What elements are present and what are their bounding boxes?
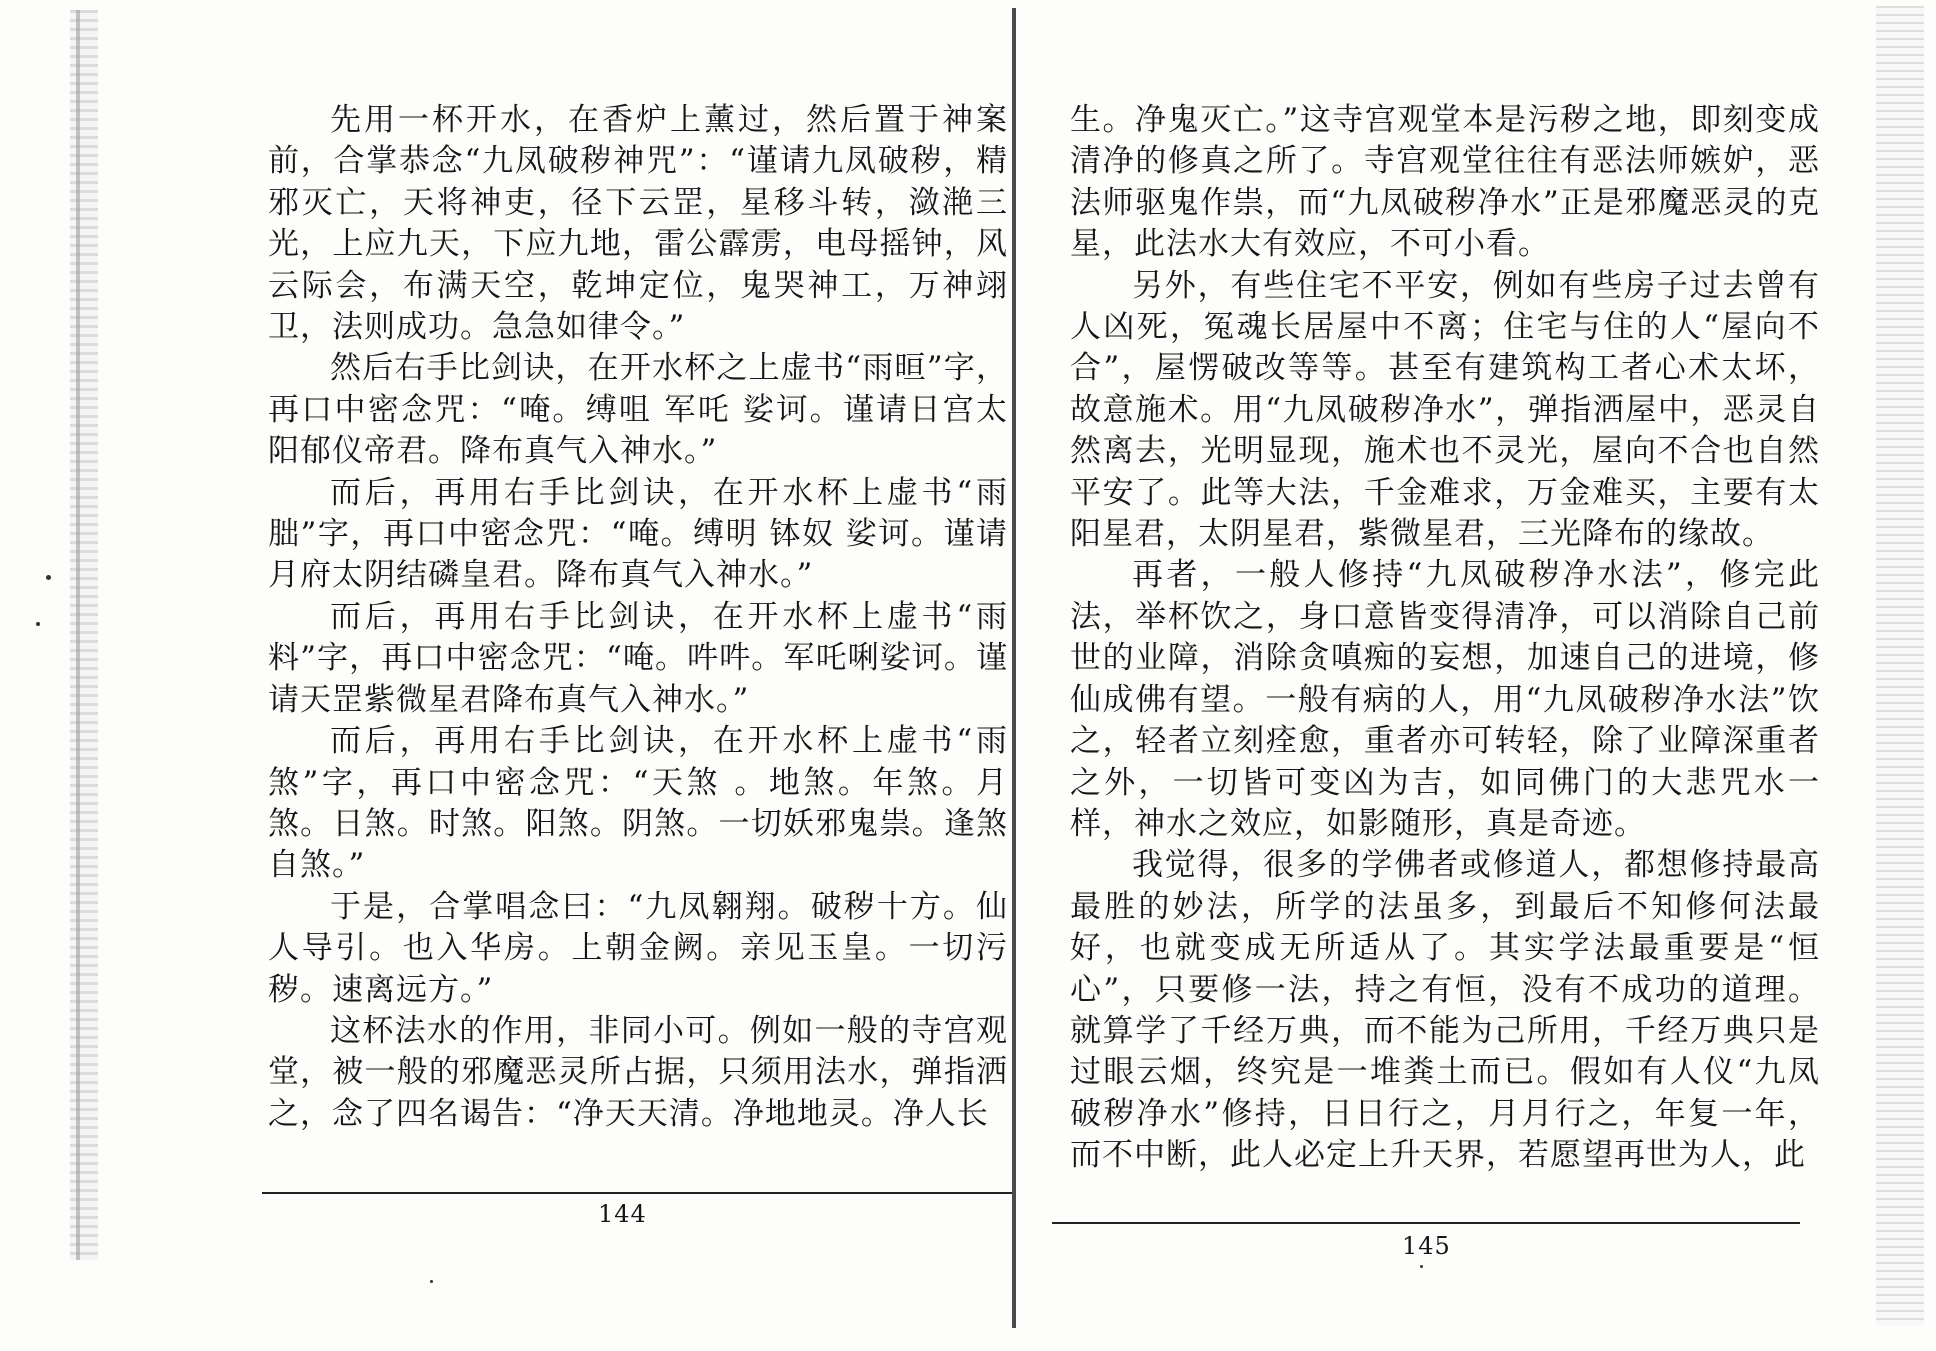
left-page-text — [268, 100, 1008, 1135]
left-page-edge-shadow — [70, 10, 98, 1260]
right-paragraph-2: 再者，一般人修持“九凤破秽净水法”，修完此法，举杯饮之，身口意皆变得清净，可以消除自己前世的业障，消除贪嗔痴的妄想，加速自己的进境，修仙成佛有望。一般有病的人，用“九凤破秽净水法”饮之，轻者立刻痊愈，重者亦可转轻，除了业障深重者之外，一切皆可变凶为吉，如同佛门的大悲咒水一样，神水之效应，如影随形，真是奇迹。 — [1070, 557, 1820, 842]
right-page-number: 145 — [1402, 1232, 1451, 1260]
scan-speck — [36, 622, 40, 626]
right-paragraph-1: 另外，有些住宅不平安，例如有些房子过去曾有人凶死，冤魂长居屋中不离；住宅与住的人“屋向不合”，屋愣破改等等。甚至有建筑构工者心术太坏，故意施术。用“九凤破秽净水”，弹指洒屋中，恶灵自然离去，光明显现，施术也不灵光，屋向不合也自然平安了。此等大法，千金难求，万金难买，主要有太阳星君，太阴星君，紫微星君，三光降布的缘故。 — [1070, 267, 1820, 553]
left-paragraph-3: 而后，再用右手比剑诀，在开水杯上虚书“雨朏”字，再口中密念咒：“唵。缚明 钵奴 娑诃。谨请月府太阴结磷皇君。降布真气入神水。” — [268, 474, 1008, 594]
left-paragraph-7: 这杯法水的作用，非同小可。例如一般的寺宫观堂，被一般的邪魔恶灵所占据，只须用法水，弹指洒之，念了四名谒告：“净天天清。净地地灵。净人长 — [268, 1012, 1008, 1132]
book-gutter — [1012, 8, 1016, 1328]
scan-speck — [1420, 1265, 1423, 1268]
scan-speck — [430, 1280, 433, 1283]
left-paragraph-2: 然后右手比剑诀，在开水杯之上虚书“雨晅”字，再口中密念咒：“唵。缚咀 军吒 娑诃。谨请日宫太阳郁仪帝君。降布真气入神水。” — [268, 350, 1008, 470]
scan-speck — [46, 575, 51, 580]
left-footer-rule — [262, 1192, 1012, 1194]
right-footer-rule — [1052, 1222, 1800, 1224]
right-page-edge-shadow — [1876, 6, 1924, 1326]
left-paragraph-5: 而后，再用右手比剑诀，在开水杯上虚书“雨煞”字，再口中密念咒：“天煞 。地煞。年煞。月煞。日煞。时煞。阳煞。阴煞。一切妖邪鬼祟。逢煞自煞。” — [268, 723, 1008, 884]
right-page-text — [1070, 100, 1820, 1177]
right-paragraph-3: 我觉得，很多的学佛者或修道人，都想修持最高最胜的妙法，所学的法虽多，到最后不知修何法最好，也就变成无所适从了。其实学法最重要是“恒心”，只要修一法，持之有恒，没有不成功的道理。就算学了千经万典，而不能为己所用，千经万典只是过眼云烟，终究是一堆粪土而已。假如有人仪“九凤破秽净水”修持，日日行之，月月行之，年复一年，而不中断，此人必定上升天界，若愿望再世为人，此 — [1070, 847, 1820, 1174]
left-paragraph-4: 而后，再用右手比剑诀，在开水杯上虚书“雨料”字，再口中密念咒：“唵。吽吽。军吒唎娑诃。谨请天罡紫微星君降布真气入神水。” — [268, 598, 1008, 718]
left-paragraph-6: 于是，合掌唱念曰：“九凤翱翔。破秽十方。仙人导引。也入华房。上朝金阙。亲见玉皇。一切污秽。速离远方。” — [268, 888, 1008, 1008]
right-continuation: 生。净鬼灭亡。”这寺宫观堂本是污秽之地，即刻变成清净的修真之所了。寺宫观堂往往有恶法师嫉妒，恶法师驱鬼作祟，而“九凤破秽净水”正是邪魔恶灵的克星，此法水大有效应，不可小看。 — [1070, 102, 1820, 263]
left-page-number: 144 — [598, 1200, 647, 1228]
left-paragraph-1: 先用一杯开水，在香炉上薰过，然后置于神案前，合掌恭念“九凤破秽神咒”：“谨请九凤破秽，精邪灭亡，天将神吏，径下云罡，星移斗转，潋滟三光，上应九天，下应九地，雷公霹雳，电母摇钟，风云际会，布满天空，乾坤定位，鬼哭神工，万神翊卫，法则成功。急急如律令。” — [268, 102, 1008, 346]
